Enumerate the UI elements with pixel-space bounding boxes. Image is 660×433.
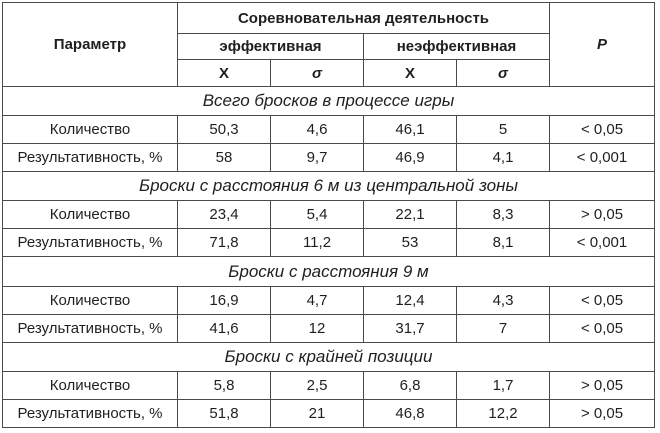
table-header bbox=[3, 3, 655, 87]
table-row bbox=[3, 286, 655, 314]
effective-mean-cell: 51,8 bbox=[178, 399, 271, 427]
row-label-cell: Результативность, % bbox=[3, 229, 178, 257]
effective-mean-cell: 23,4 bbox=[178, 201, 271, 229]
effective-mean-header: X bbox=[178, 60, 271, 87]
ineffective-sd-cell: 7 bbox=[457, 314, 550, 342]
table-row bbox=[3, 314, 655, 342]
ineffective-mean-cell: 12,4 bbox=[364, 286, 457, 314]
ineffective-sd-cell: 4,3 bbox=[457, 286, 550, 314]
parameter-header: Параметр bbox=[3, 3, 178, 87]
ineffective-mean-cell: 6,8 bbox=[364, 371, 457, 399]
effective-mean-cell: 58 bbox=[178, 144, 271, 172]
table-body bbox=[3, 87, 655, 428]
table-row bbox=[3, 399, 655, 427]
effective-sd-cell: 12 bbox=[271, 314, 364, 342]
ineffective-mean-cell: 53 bbox=[364, 229, 457, 257]
statistics-table bbox=[2, 2, 655, 428]
p-value-cell: < 0,05 bbox=[550, 116, 655, 144]
effective-mean-cell: 41,6 bbox=[178, 314, 271, 342]
table-row bbox=[3, 371, 655, 399]
row-label-cell: Количество bbox=[3, 371, 178, 399]
section-title: Броски с крайней позиции bbox=[3, 342, 655, 371]
effective-sd-cell: 11,2 bbox=[271, 229, 364, 257]
ineffective-sd-cell: 8,1 bbox=[457, 229, 550, 257]
effective-sd-cell: 5,4 bbox=[271, 201, 364, 229]
effective-sd-cell: 4,7 bbox=[271, 286, 364, 314]
effective-header: эффективная bbox=[178, 34, 364, 60]
effective-sd-cell: 21 bbox=[271, 399, 364, 427]
table-row bbox=[3, 116, 655, 144]
effective-sd-cell: 2,5 bbox=[271, 371, 364, 399]
p-value-cell: > 0,05 bbox=[550, 201, 655, 229]
ineffective-sd-header: σ bbox=[457, 60, 550, 87]
effective-sd-cell: 4,6 bbox=[271, 116, 364, 144]
table-row bbox=[3, 229, 655, 257]
ineffective-header: неэффективная bbox=[364, 34, 550, 60]
p-value-cell: > 0,05 bbox=[550, 371, 655, 399]
row-label-cell: Количество bbox=[3, 116, 178, 144]
p-header: P bbox=[550, 3, 655, 87]
p-value-cell: < 0,001 bbox=[550, 144, 655, 172]
ineffective-mean-header: X bbox=[364, 60, 457, 87]
ineffective-mean-cell: 46,1 bbox=[364, 116, 457, 144]
p-value-cell: < 0,001 bbox=[550, 229, 655, 257]
row-label-cell: Результативность, % bbox=[3, 399, 178, 427]
effective-mean-cell: 16,9 bbox=[178, 286, 271, 314]
row-label-cell: Результативность, % bbox=[3, 314, 178, 342]
ineffective-mean-cell: 46,8 bbox=[364, 399, 457, 427]
table-row bbox=[3, 144, 655, 172]
row-label-cell: Количество bbox=[3, 286, 178, 314]
section-row bbox=[3, 172, 655, 201]
ineffective-sd-cell: 5 bbox=[457, 116, 550, 144]
activity-header: Соревновательная деятельность bbox=[178, 3, 550, 34]
section-row bbox=[3, 257, 655, 286]
effective-mean-cell: 50,3 bbox=[178, 116, 271, 144]
p-value-cell: < 0,05 bbox=[550, 286, 655, 314]
section-row bbox=[3, 342, 655, 371]
effective-sd-header: σ bbox=[271, 60, 364, 87]
ineffective-sd-cell: 12,2 bbox=[457, 399, 550, 427]
p-value-cell: > 0,05 bbox=[550, 399, 655, 427]
ineffective-mean-cell: 46,9 bbox=[364, 144, 457, 172]
section-title: Броски с расстояния 9 м bbox=[3, 257, 655, 286]
table-row bbox=[3, 201, 655, 229]
ineffective-mean-cell: 31,7 bbox=[364, 314, 457, 342]
effective-mean-cell: 5,8 bbox=[178, 371, 271, 399]
ineffective-sd-cell: 4,1 bbox=[457, 144, 550, 172]
effective-sd-cell: 9,7 bbox=[271, 144, 364, 172]
ineffective-sd-cell: 8,3 bbox=[457, 201, 550, 229]
row-label-cell: Результативность, % bbox=[3, 144, 178, 172]
ineffective-mean-cell: 22,1 bbox=[364, 201, 457, 229]
section-title: Броски с расстояния 6 м из центральной зоны bbox=[3, 172, 655, 201]
row-label-cell: Количество bbox=[3, 201, 178, 229]
effective-mean-cell: 71,8 bbox=[178, 229, 271, 257]
section-row bbox=[3, 87, 655, 116]
section-title: Всего бросков в процессе игры bbox=[3, 87, 655, 116]
ineffective-sd-cell: 1,7 bbox=[457, 371, 550, 399]
p-value-cell: < 0,05 bbox=[550, 314, 655, 342]
